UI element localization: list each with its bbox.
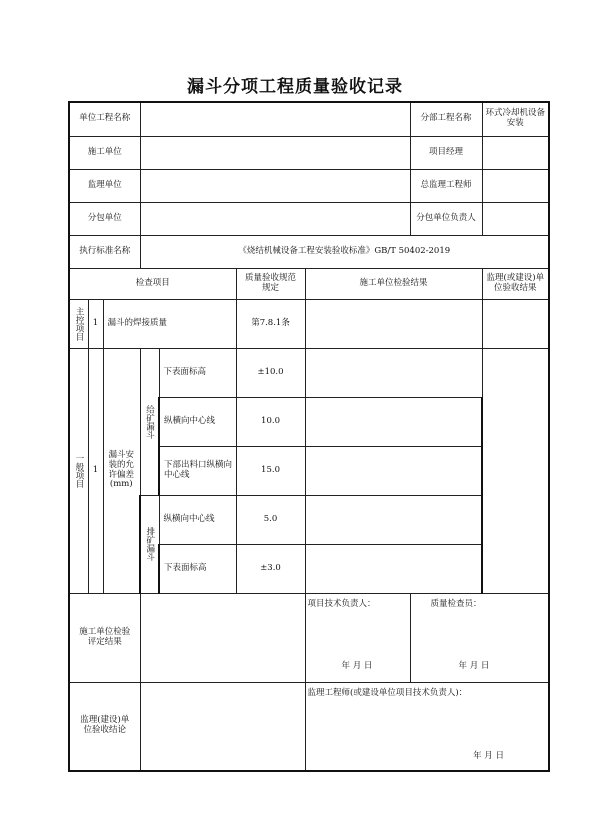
tech-lead-signature[interactable] (305, 593, 410, 682)
quality-inspector-date: 年 月 日 (458, 660, 490, 671)
col-header-supervision-record: 监理(或建设)单位验收结果 (482, 268, 549, 299)
supervision-unit-value[interactable] (140, 169, 410, 202)
main-item-spec: 第7.8.1条 (236, 299, 305, 348)
deviation-item-name: 纵横向中心线 (159, 495, 236, 544)
supervision-unit-label: 监理单位 (69, 169, 140, 202)
deviation-item-spec: ±3.0 (236, 544, 305, 593)
measurement-grid[interactable] (305, 348, 482, 397)
quality-inspector-signature[interactable] (410, 593, 549, 682)
main-item-result[interactable] (305, 299, 482, 348)
main-items-group-label: 主控项目 (69, 299, 88, 348)
main-item-supervision[interactable] (482, 299, 549, 348)
feed-hopper-label: 给矿漏斗 (140, 348, 159, 495)
unit-project-value[interactable] (140, 102, 410, 136)
main-item-number: 1 (88, 299, 103, 348)
standard-value: 《烧结机械设备工程安装验收标准》GB/T 50402-2019 (140, 235, 549, 268)
col-header-quality-spec: 质量验收规范规定 (236, 268, 305, 299)
chief-supervisor-value[interactable] (482, 169, 549, 202)
supervisor-label: 监理工程师(或建设单位项目技术负责人)： (307, 687, 468, 698)
project-manager-value[interactable] (482, 136, 549, 169)
project-manager-label: 项目经理 (410, 136, 482, 169)
construction-eval-remarks[interactable] (140, 593, 305, 682)
measurement-grid[interactable] (305, 495, 482, 544)
measurement-grid[interactable] (305, 544, 482, 593)
col-header-check-item: 检查项目 (69, 268, 236, 299)
tech-lead-label: 项目技术负责人： (307, 598, 376, 609)
page-title: 漏斗分项工程质量验收记录 (187, 77, 403, 97)
standard-label: 执行标准名称 (69, 235, 140, 268)
chief-supervisor-label: 总监理工程师 (410, 169, 482, 202)
sub-project-label: 分部工程名称 (410, 102, 482, 136)
col-header-construction-result: 施工单位检验结果 (305, 268, 482, 299)
general-items-group-label: 一般项目 (69, 348, 88, 593)
measurement-grid[interactable] (305, 446, 482, 495)
sub-project-value[interactable]: 环式冷却机设备安装 (482, 102, 549, 136)
tech-lead-date: 年 月 日 (341, 660, 373, 671)
deviation-item-spec: 15.0 (236, 446, 305, 495)
construction-eval-label: 施工单位检验评定结果 (69, 593, 140, 682)
deviation-item-spec: 10.0 (236, 397, 305, 446)
general-item-number: 1 (88, 348, 103, 593)
quality-inspector-label: 质量检查员： (430, 598, 482, 609)
supervisor-signature[interactable] (305, 682, 549, 771)
general-item-name: 漏斗安装的允许偏差(mm) (103, 348, 140, 593)
inspection-form (68, 101, 550, 772)
deviation-item-name: 下表面标高 (159, 544, 236, 593)
deviation-item-spec: ±10.0 (236, 348, 305, 397)
subcontractor-lead-label: 分包单位负责人 (410, 202, 482, 235)
deviation-item-name: 下表面标高 (159, 348, 236, 397)
general-item-supervision[interactable] (482, 348, 549, 593)
subcontractor-label: 分包单位 (69, 202, 140, 235)
unit-project-label: 单位工程名称 (69, 102, 140, 136)
measurement-grid[interactable] (305, 397, 482, 446)
construction-unit-value[interactable] (140, 136, 410, 169)
deviation-item-name: 纵横向中心线 (159, 397, 236, 446)
supervision-conclusion-label: 监理(建设)单位验收结论 (69, 682, 140, 771)
supervisor-date: 年 月 日 (473, 750, 505, 761)
supervision-conclusion-remarks[interactable] (140, 682, 305, 771)
deviation-item-name: 下部出料口纵横向中心线 (159, 446, 236, 495)
discharge-hopper-label: 排矿漏斗 (140, 495, 159, 593)
construction-unit-label: 施工单位 (69, 136, 140, 169)
subcontractor-lead-value[interactable] (482, 202, 549, 235)
deviation-item-spec: 5.0 (236, 495, 305, 544)
main-item-name: 漏斗的焊接质量 (103, 299, 236, 348)
subcontractor-value[interactable] (140, 202, 410, 235)
